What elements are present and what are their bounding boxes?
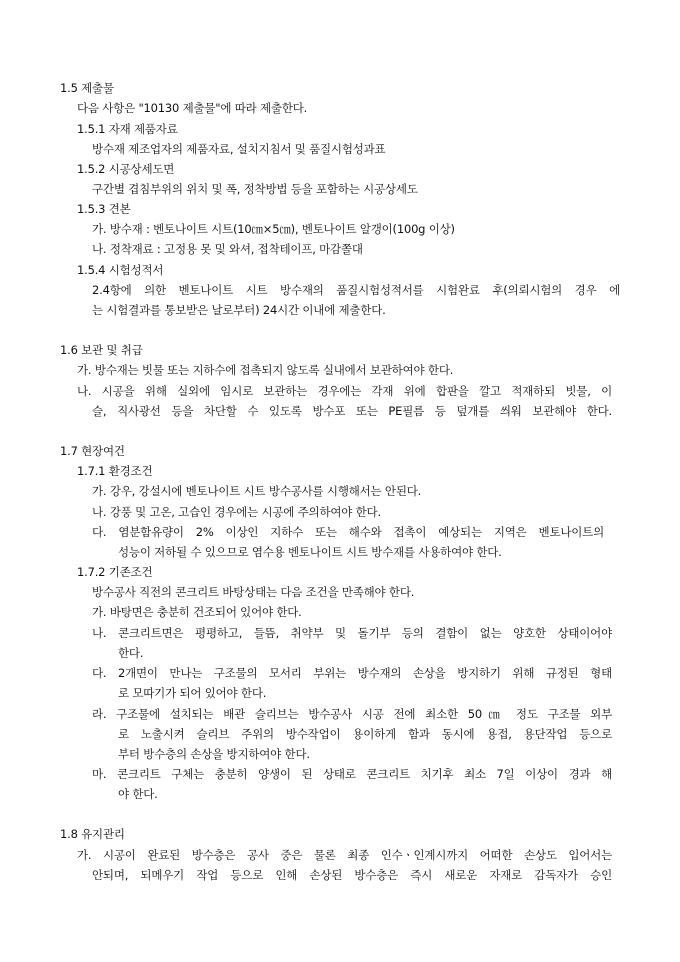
paragraph: 구간별 겹침부위의 위치 및 폭, 정착방법 등을 포함하는 시공상세도: [92, 182, 418, 196]
list-item-line: 안되며, 되메우기 작업 등으로 인해 손상된 방수층은 즉시 새로운 자재로 감독자가 승인: [92, 868, 612, 882]
list-item: 가. 강우, 강설시에 벤토나이트 시트 방수공사를 시행해서는 안된다.: [92, 484, 422, 498]
list-item: 가. 방수재는 빗물 또는 지하수에 접촉되지 않도록 실내에서 보관하여야 한다.: [77, 363, 454, 377]
paragraph-line: 2.4항에 의한 벤토나이트 시트 방수재의 품질시험성적서를 시험완료 후(의뢰시험의 경우 에: [92, 283, 620, 297]
paragraph: 방수재 제조업자의 제품자료, 설치지침서 및 품질시험성과표: [92, 142, 386, 156]
subsection-heading-1-5-1: 1.5.1 자재 제품자료: [77, 122, 178, 136]
list-item-line: 다. 2개면이 만나는 구조물의 모서리 부위는 방수재의 손상을 방지하기 위해 규정된 형태: [92, 666, 612, 680]
subsection-heading-1-5-4: 1.5.4 시험성적서: [77, 263, 164, 277]
paragraph: 다음 사항은 "10130 제출물"에 따라 제출한다.: [77, 101, 308, 115]
subsection-heading-1-7-1: 1.7.1 환경조건: [77, 464, 153, 478]
list-item: 나. 정착재료 : 고정용 못 및 와셔, 접착테이프, 마감쫄대: [92, 242, 363, 256]
list-item-line: 다. 염분함유량이 2% 이상인 지하수 또는 해수와 접촉이 예상되는 지역은 벤토나이트의: [92, 525, 604, 539]
list-item-line: 마. 콘크리트 구체는 충분히 양생이 된 상태로 콘크리트 치기후 최소 7일 이상이 경과 해: [92, 767, 612, 781]
list-item-line: 라. 구조물에 설치되는 배관 슬리브는 방수공사 시공 전에 최소한 50㎝ 정도 구조물 외부: [92, 707, 612, 721]
section-heading-1-6: 1.6 보관 및 취급: [60, 343, 143, 357]
list-item-line: 야 한다.: [118, 787, 158, 801]
list-item: 가. 바탕면은 충분히 건조되어 있어야 한다.: [92, 605, 302, 619]
list-item-line: 한다.: [118, 646, 144, 660]
list-item-line: 로 모따기가 되어 있어야 한다.: [118, 686, 267, 700]
paragraph-line: 는 시험결과를 통보받은 날로부터) 24시간 이내에 제출한다.: [92, 303, 386, 317]
subsection-heading-1-5-2: 1.5.2 시공상세도면: [77, 162, 175, 176]
subsection-heading-1-5-3: 1.5.3 견본: [77, 202, 131, 216]
subsection-heading-1-7-2: 1.7.2 기존조건: [77, 565, 153, 579]
section-heading-1-7: 1.7 현장여건: [60, 444, 125, 458]
list-item-line: 로 노출시켜 슬리브 주위의 방수작업이 용이하게 함과 동시에 용접, 용단작업 등으로: [118, 727, 612, 741]
list-item-line: 나. 콘크리트면은 평평하고, 들뜸, 취약부 및 돌기부 등의 결함이 없는 양호한 상태이어야: [92, 626, 612, 640]
list-item: 나. 강풍 및 고온, 고습인 경우에는 시공에 주의하여야 한다.: [92, 505, 381, 519]
list-item-line: 나. 시공을 위해 실외에 임시로 보관하는 경우에는 각재 위에 합판을 깔고 적재하되 빗물, 이: [77, 384, 612, 398]
list-item-line: 가. 시공이 완료된 방수층은 공사 중은 물론 최종 인수ㆍ인계시까지 어떠한 손상도 입어서는: [77, 848, 612, 862]
section-heading-1-5: 1.5 제출물: [60, 81, 114, 95]
list-item-line: 부터 방수층의 손상을 방지하여야 한다.: [118, 747, 310, 761]
list-item: 가. 방수재 : 벤토나이트 시트(10㎝×5㎝), 벤토나이트 알갱이(100g 이상): [92, 222, 455, 236]
section-heading-1-8: 1.8 유지관리: [60, 827, 125, 841]
paragraph: 방수공사 직전의 콘크리트 바탕상태는 다음 조건을 만족해야 한다.: [92, 585, 415, 599]
list-item-line: 성능이 저하될 수 있으므로 염수용 벤토나이트 시트 방수재를 사용하여야 한다.: [118, 545, 502, 559]
list-item-line: 슬, 직사광선 등을 차단할 수 있도록 방수포 또는 PE필름 등 덮개를 씌워 보관해야 한다.: [92, 404, 612, 418]
